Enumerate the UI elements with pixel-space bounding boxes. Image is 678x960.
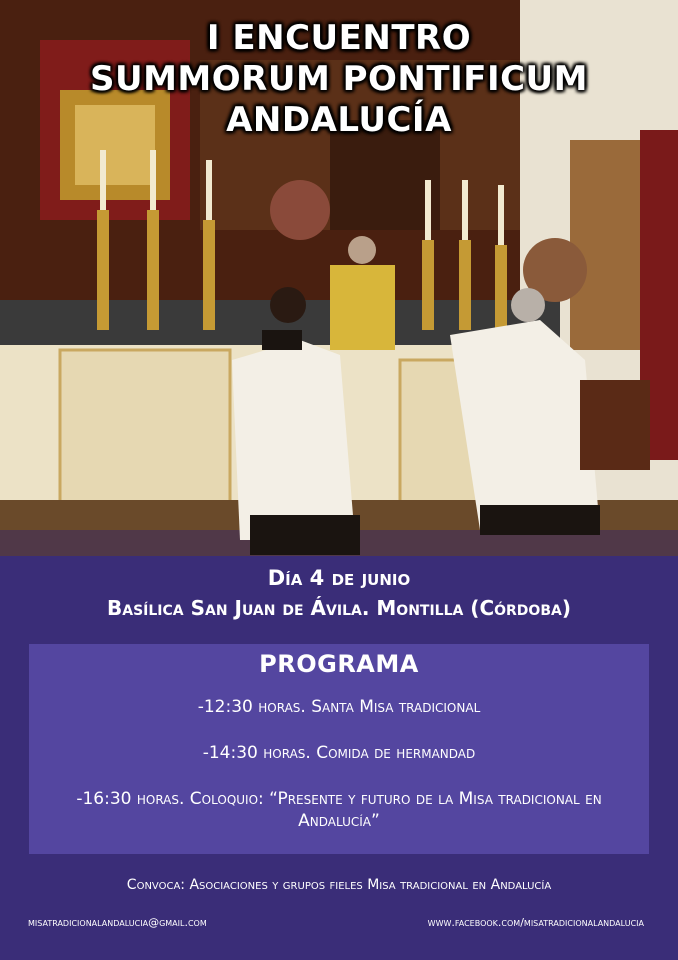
event-venue: Basílica San Juan de Ávila. Montilla (Córdoba) xyxy=(107,596,571,620)
facebook-link[interactable]: www.facebook.com/misatradicionalandalucia xyxy=(427,916,644,929)
organizers-line: Convoca: Asociaciones y grupos fieles Misa tradicional en Andalucía xyxy=(126,877,552,893)
poster-title xyxy=(0,18,678,141)
title-line-2: SUMMORUM PONTIFICUM xyxy=(89,59,589,99)
title-line-1: I ENCUENTRO xyxy=(206,18,472,58)
program-box xyxy=(29,644,649,854)
program-heading: PROGRAMA xyxy=(259,650,419,678)
program-list xyxy=(29,696,649,856)
event-date: Día 4 de junio xyxy=(267,566,411,590)
title-line-3: ANDALUCÍA xyxy=(226,100,452,140)
event-info xyxy=(0,556,678,960)
program-item-1: -12:30 horas. Santa Misa tradicional xyxy=(197,697,481,717)
program-item-2: -14:30 horas. Comida de hermandad xyxy=(202,743,476,763)
contact-email[interactable]: misatradicionalandalucia@gmail.com xyxy=(28,916,207,929)
program-item-3: -16:30 horas. Coloquio: “Presente y futuro de la Misa tradicional en Andalucía” xyxy=(76,789,602,831)
